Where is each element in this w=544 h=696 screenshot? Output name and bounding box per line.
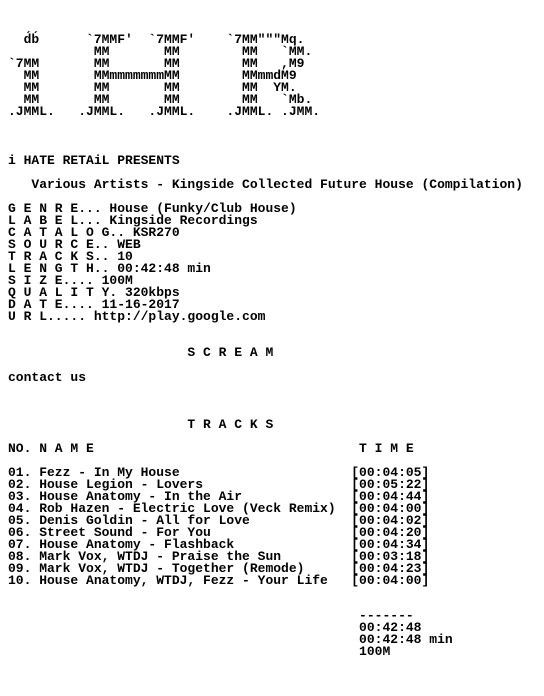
- track-row: 08. Mark Vox, WTDJ - Praise the Sun [00:03:18]: [8, 549, 430, 564]
- logo-art-line: MM MM MM `MM.: [8, 44, 313, 59]
- info-tracks: T R A C K S.. 10: [8, 249, 133, 264]
- tracks-heading: T R A C K S: [8, 417, 274, 432]
- logo-art-line: MM MM MM MM YM.: [8, 80, 297, 95]
- track-row: 07. House Anatomy - Flashback [00:04:34]: [8, 537, 430, 552]
- track-row: 03. House Anatomy - In the Air [00:04:44]: [8, 489, 430, 504]
- logo-art-line: `7MM MM MM MM ,M9: [8, 56, 305, 71]
- logo-art-line: d́b́ `7MMF' `7MMF' `7MM"""Mq.: [8, 32, 305, 47]
- info-source: S O U R C E.. WEB: [8, 237, 141, 252]
- track-row: 06. Street Sound - For You [00:04:20]: [8, 525, 430, 540]
- track-row: 09. Mark Vox, WTDJ - Together (Remode) [00:04:23]: [8, 561, 430, 576]
- info-label: L A B E L... Kingside Recordings: [8, 213, 258, 228]
- totals-size: 100M: [8, 644, 391, 659]
- info-quality: Q U A L I T Y. 320kbps: [8, 285, 180, 300]
- track-row: 01. Fezz - In My House [00:04:05]: [8, 465, 430, 480]
- logo-art-line: MM MMmmmmmmmMM MMmmdM9: [8, 68, 297, 83]
- track-row: 04. Rob Hazen - Electric Love (Veck Remix) [00:04:00]: [8, 501, 430, 516]
- logo-art-line: .JMML. .JMML. .JMML. .JMML. .JMM.: [8, 104, 321, 119]
- info-length: L E N G T H.. 00:42:48 min: [8, 261, 211, 276]
- tracklist-header: NO. N A M E T I M E: [8, 441, 414, 456]
- scream-heading: S C R E A M: [8, 345, 274, 360]
- totals-duration: 00:42:48: [8, 620, 422, 635]
- info-size: S I Z E.... 100M: [8, 273, 133, 288]
- info-catalog: C A T A L O G.. KSR270: [8, 225, 180, 240]
- track-row: 02. House Legion - Lovers [00:05:22]: [8, 477, 430, 492]
- logo-art-line: MM MM MM MM `Mb.: [8, 92, 313, 107]
- info-url: U R L..... http://play.google.com: [8, 309, 266, 324]
- track-row: 05. Denis Goldin - All for Love [00:04:02]: [8, 513, 430, 528]
- contact-line: contact us: [8, 370, 87, 385]
- track-row: 10. House Anatomy, WTDJ, Fezz - Your Life [00:04:00]: [8, 573, 430, 588]
- info-genre: G E N R E... House (Funky/Club House): [8, 201, 297, 216]
- presents-line: i HATE RETAiL PRESENTS: [8, 153, 180, 168]
- totals-length: 00:42:48 min: [8, 632, 453, 647]
- totals-rule: -------: [8, 608, 414, 623]
- info-date: D A T E.... 11-16-2017: [8, 297, 180, 312]
- release-title: Various Artists - Kingside Collected Future House (Compilation): [8, 177, 523, 192]
